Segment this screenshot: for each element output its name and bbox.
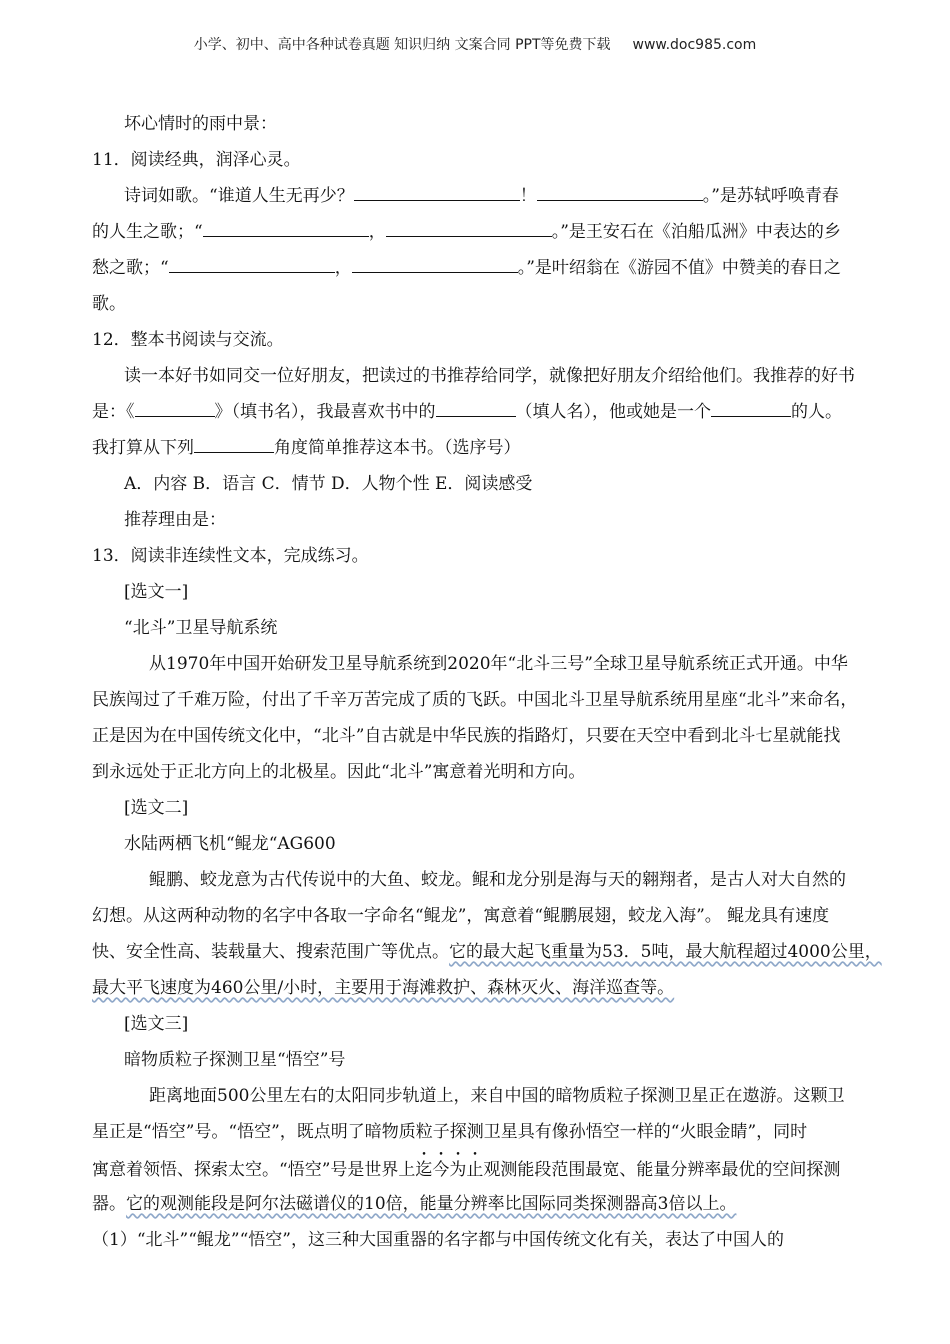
option-blank[interactable] (194, 432, 274, 453)
selection-2-label: [选文二] (124, 798, 189, 818)
answer-blank[interactable] (354, 180, 520, 201)
q12-options: A．内容 B．语言 C．情节 D．人物个性 E．阅读感受 (124, 474, 533, 494)
q10-tail: 坏心情时的雨中景： (124, 114, 277, 134)
q12-paragraph-3: 我打算从下列 角度简单推荐这本书。（选序号） (92, 430, 882, 466)
q12-paragraph-2: 是：《 》（填书名），我最喜欢书中的 （填人名），他或她是一个 的人。 (92, 394, 882, 430)
q13-title: 13．阅读非连续性文本，完成练习。 (92, 546, 369, 566)
selection-1-line: 正是因为在中国传统文化中，“北斗”自古就是中华民族的指路灯，只要在天空中看到北斗七星就能找 (92, 726, 841, 746)
person-name-blank[interactable] (436, 396, 516, 417)
wavy-underlined-text: 它的最大起飞重量为53．5吨，最大航程超过4000公里， (449, 942, 882, 962)
selection-3-label: [选文三] (124, 1014, 189, 1034)
selection-2-line (92, 970, 882, 1006)
selection-3-title: 暗物质粒子探测卫星“悟空”号 (124, 1050, 346, 1070)
q12-paragraph-1: 读一本好书如同交一位好朋友，把读过的书推荐给同学，就像把好朋友介绍给他们。我推荐的好书 (124, 366, 855, 386)
q11-line-2: 的人生之歌；“ ， 。”是王安石在《泊船瓜洲》中表达的乡 (92, 214, 882, 250)
q12-title: 12．整本书阅读与交流。 (92, 330, 284, 350)
header-text: 小学、初中、高中各种试卷真题 知识归纳 文案合同 PPT等免费下载 (193, 37, 611, 53)
answer-blank[interactable] (537, 180, 703, 201)
wavy-underlined-text: 它的观测能段是阿尔法磁谱仪的10倍，能量分辨率比国际同类探测器高3倍以上。 (126, 1194, 737, 1214)
selection-3-line: 星正是“悟空”号。“悟空”，既点明了暗物质粒子探测卫星具有像孙悟空一样的“火眼金睛”，同时 (92, 1122, 808, 1142)
answer-blank[interactable] (169, 252, 335, 273)
q11-line-3: 愁之歌；“ ， 。”是叶绍翁在《游园不值》中赞美的春日之 (92, 250, 882, 286)
answer-blank[interactable] (352, 252, 518, 273)
selection-1-line: 到永远处于正北方向上的北极星。因此“北斗”寓意着光明和方向。 (92, 762, 586, 782)
book-name-blank[interactable] (135, 396, 215, 417)
selection-1-title: “北斗”卫星导航系统 (124, 618, 278, 638)
q11-title: 11．阅读经典，润泽心灵。 (92, 150, 301, 170)
selection-2-title: 水陆两栖飞机“鲲龙“AG600 (124, 834, 336, 854)
wavy-underlined-text: 最大平飞速度为460公里/小时，主要用于海滩救护、森林灭火、海洋巡查等。 (92, 978, 675, 998)
document-body (92, 106, 882, 1258)
answer-blank[interactable] (203, 216, 369, 237)
selection-2-line: 鲲鹏、蛟龙意为古代传说中的大鱼、蛟龙。鲲和龙分别是海与天的翱翔者，是古人对大自然的 (149, 870, 846, 890)
header-site[interactable]: www.doc985.com (632, 37, 757, 53)
selection-3-line: 距离地面500公里左右的太阳同步轨道上，来自中国的暗物质粒子探测卫星正在遨游。这颗卫 (149, 1086, 845, 1106)
emphasis-dotted-text: 迄今为止 (415, 1160, 484, 1180)
trait-blank[interactable] (711, 396, 791, 417)
selection-2-line: 幻想。从这两种动物的名字中各取一字命名“鲲龙”，寓意着“鲲鹏展翅，蛟龙入海”。 鲲龙具有速度 (92, 906, 830, 926)
page-header (0, 34, 950, 54)
q11-line-4: 歌。 (92, 294, 126, 314)
q12-reason: 推荐理由是： (124, 510, 226, 530)
q11-line-1: 诗词如歌。“谁道人生无再少？ ！ 。”是苏轼呼唤青春 (92, 178, 882, 214)
selection-1-line: 民族闯过了千难万险，付出了千辛万苦完成了质的飞跃。中国北斗卫星导航系统用星座“北斗”来命名， (92, 690, 858, 710)
q13-sub-question-1: （1）“北斗”“鲲龙”“悟空”，这三种大国重器的名字都与中国传统文化有关，表达了中国人的 (92, 1230, 784, 1250)
selection-3-line: 器。它的观测能段是阿尔法磁谱仪的10倍，能量分辨率比国际同类探测器高3倍以上。 (92, 1194, 737, 1214)
selection-2-line: 快、安全性高、装载量大、搜索范围广等优点。它的最大起飞重量为53．5吨，最大航程超过4000公里， (92, 942, 882, 962)
answer-blank[interactable] (386, 216, 552, 237)
selection-3-line: 寓意着领悟、探索太空。“悟空”号是世界上迄今为止观测能段范围最宽、能量分辨率最优的空间探测 (92, 1160, 841, 1180)
selection-1-label: [选文一] (124, 582, 189, 602)
selection-1-line: 从1970年中国开始研发卫星导航系统到2020年“北斗三号”全球卫星导航系统正式开通。中华 (149, 654, 848, 674)
